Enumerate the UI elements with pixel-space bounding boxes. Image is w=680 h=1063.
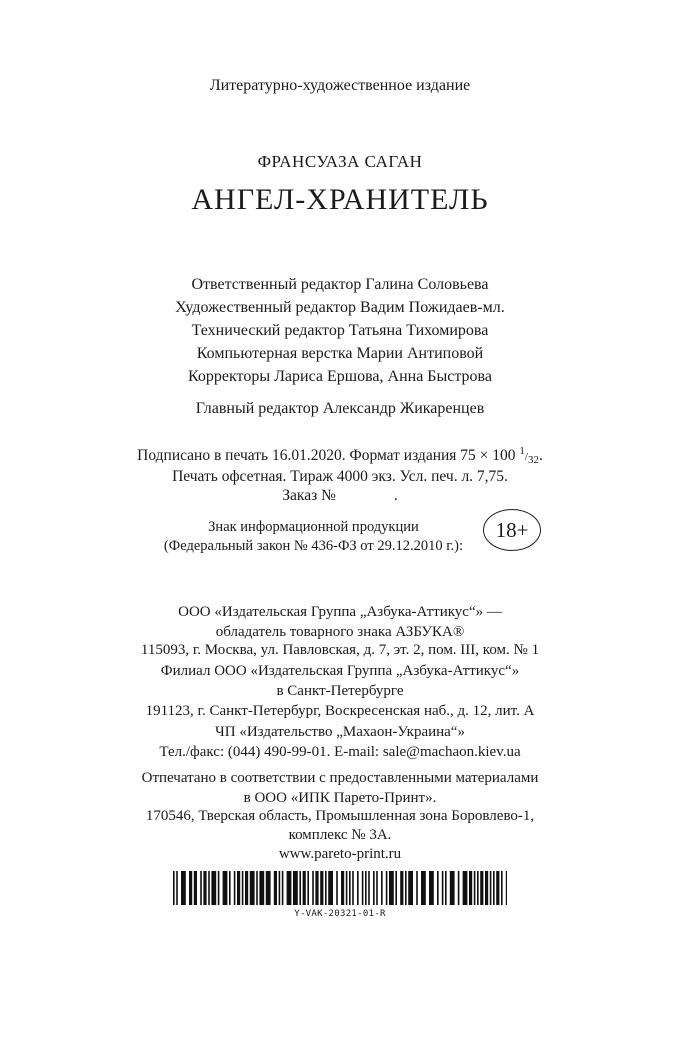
credit-line: Компьютерная верстка Марии Антиповой [196,345,484,362]
publisher-line: ЧП «Издательство „Махаон-Украина“» [215,724,465,740]
barcode-bar [237,871,240,905]
age-rating-line-2: (Федеральный закон № 436-ФЗ от 29.12.2010 г.): [163,538,463,554]
format-denominator: 32 [527,454,539,466]
barcode-code: Y-VAK-20321-01-R [294,909,386,919]
barcode-bar [336,871,338,905]
barcode-bar [218,871,220,905]
publisher-line: 191123, г. Санкт-Петербург, Воскресенская наб., д. 12, лит. А [145,703,535,719]
barcode-bar [501,871,503,905]
barcode-bar [405,871,407,905]
barcode-bar [416,871,418,905]
barcode-bar [376,871,378,905]
printer-line: Отпечатано в соответствии с предоставленными материалами [141,770,539,786]
barcode-bar [496,871,499,905]
credit-line: Художественный редактор Вадим Пожидаев-мл. [175,299,505,316]
age-rating-text [164,518,463,556]
barcode-bar [200,871,202,905]
barcode-bar [381,871,383,905]
barcode-bar [362,871,364,905]
barcode-bar [208,871,210,905]
barcode-bar [442,871,444,905]
barcode-bar [181,871,186,905]
barcode-bar [408,871,413,905]
barcode-bar [346,871,348,905]
publisher-line: в Санкт-Петербурге [276,683,404,699]
barcode-bar [234,871,236,905]
publisher-line: 115093, г. Москва, ул. Павловская, д. 7, эт. 2, пом. III, ком. № 1 [140,642,540,658]
barcode-bar [352,871,354,905]
order-label: Заказ № [282,487,336,504]
publisher-line: Тел./факс: (044) 490-99-01. E-mail: sale@machaon.kiev.ua [159,744,521,760]
barcode-bar [490,871,492,905]
barcode-bar [506,871,507,905]
print-info-line-1 [0,446,680,467]
barcode-bar [368,871,370,905]
publisher-line: Филиал ООО «Издательская Группа „Азбука-Аттикус“» [160,663,520,679]
format-fraction: 1/32 [519,445,539,466]
barcode-bar [223,871,228,905]
barcode-bar [303,871,306,905]
print-info-text: Подписано в печать 16.01.2020. Формат издания 75 × 100 [137,447,516,464]
credit-line: Технический редактор Татьяна Тихомирова [191,322,489,339]
barcode-bar [320,871,323,905]
barcode-bar [421,871,426,905]
barcode-bar [474,871,476,905]
order-end: . [393,487,398,504]
printer-line: комплекс № 3А. [288,827,392,843]
age-rating-block [0,516,680,564]
barcode-bar [400,871,403,905]
barcode-bar [299,871,301,905]
book-title: АНГЕЛ-ХРАНИТЕЛЬ [191,183,489,216]
barcode-bar [250,871,255,905]
age-rating-badge: 18+ [483,509,541,551]
barcode-bar [282,871,284,905]
barcode-bar [477,871,479,905]
credit-line: Корректоры Лариса Ершова, Анна Быстрова [188,368,492,385]
barcode-bar [307,871,309,905]
publisher-line: ООО «Издательская Группа „Азбука-Аттикус“» — [178,604,502,620]
chief-editor: Главный редактор Александр Жикаренцев [195,400,485,417]
barcode-bar [325,871,327,905]
barcode-bar [429,871,434,905]
order-line [0,486,680,506]
format-numerator: 1 [519,445,525,457]
barcode-bar [386,871,388,905]
barcode-bar [274,871,277,905]
barcode-bar [349,871,351,905]
barcode-bar [256,871,258,905]
barcode-bar [287,871,292,905]
barcode-bar [365,871,367,905]
print-info-end: . [538,447,543,464]
barcode-bar [312,871,314,905]
barcode-bar [341,871,344,905]
barcode-bar [203,871,206,905]
age-rating-line-1: Знак информационной продукции [208,519,419,535]
barcode-bar [245,871,248,905]
barcode-bar [194,871,197,905]
barcode-bar [458,871,460,905]
barcode-bar [173,871,175,905]
barcode-bar [328,871,333,905]
barcode-bar [437,871,439,905]
printer-line: в ООО «ИПК Парето-Принт». [243,790,437,806]
barcode-bar [211,871,216,905]
barcode-bar [293,871,298,905]
barcode-bar [242,871,244,905]
barcode-bar [279,871,281,905]
edition-type: Литературно-художественное издание [209,77,471,94]
barcode-bar [315,871,318,905]
barcode-bar [357,871,359,905]
print-info-line-2: Печать офсетная. Тираж 4000 экз. Усл. печ. л. 7,75. [172,468,508,485]
credit-line: Ответственный редактор Галина Соловьева [191,276,489,293]
barcode-bar [266,871,271,905]
barcode-bar [469,871,472,905]
barcode-bar [493,871,495,905]
printer-line: www.pareto-print.ru [278,846,402,862]
barcode-bar [176,871,178,905]
barcode-bar [395,871,397,905]
barcode-bar [389,871,394,905]
author-name: ФРАНСУАЗА САГАН [257,152,423,171]
barcode-bar [189,871,192,905]
barcode-bar [259,871,264,905]
barcode-bar [485,871,488,905]
barcode-bar [373,871,375,905]
publisher-line: обладатель товарного знака АЗБУКА® [215,624,465,640]
barcode [173,871,507,905]
barcode-bar [480,871,483,905]
printer-line: 170546, Тверская область, Промышленная зона Боровлево-1, [145,808,535,824]
barcode-bar [229,871,231,905]
barcode-bar [450,871,455,905]
barcode-bar [445,871,447,905]
barcode-bar [463,871,468,905]
